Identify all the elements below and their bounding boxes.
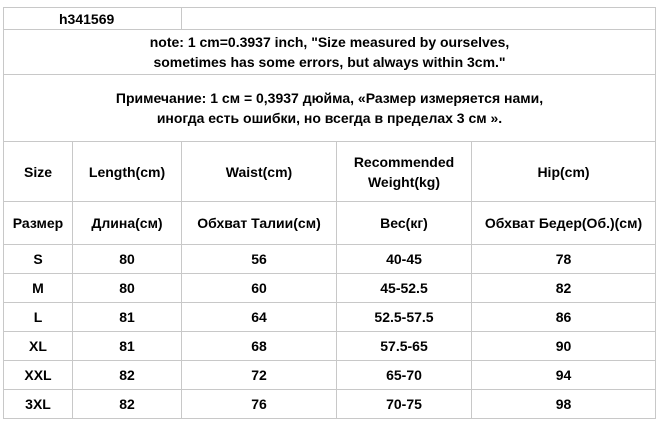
header-row-ru [4, 202, 656, 245]
cell-waist: 60 [182, 274, 337, 303]
cell-weight: 65-70 [337, 361, 472, 390]
cell-hip: 90 [472, 332, 656, 361]
header-weight [337, 142, 472, 202]
note-ru-row [4, 75, 656, 142]
cell-size: S [4, 245, 73, 274]
cell-weight: 40-45 [337, 245, 472, 274]
header-size: Size [4, 142, 73, 202]
header-waist-ru: Обхват Талии(см) [182, 202, 337, 245]
header-weight-line-1: Recommended [353, 153, 455, 170]
cell-hip: 82 [472, 274, 656, 303]
cell-size: M [4, 274, 73, 303]
cell-hip: 78 [472, 245, 656, 274]
cell-waist: 72 [182, 361, 337, 390]
table-row [4, 361, 656, 390]
cell-length: 81 [73, 332, 182, 361]
table-row [4, 245, 656, 274]
cell-hip: 86 [472, 303, 656, 332]
cell-weight: 45-52.5 [337, 274, 472, 303]
note-en-line-1: note: 1 cm=0.3937 inch, "Size measured by ourselves, [149, 34, 510, 50]
cell-length: 82 [73, 361, 182, 390]
note-en [4, 30, 656, 75]
cell-length: 80 [73, 245, 182, 274]
cell-length: 81 [73, 303, 182, 332]
cell-hip: 98 [472, 390, 656, 419]
note-en-line-2: sometimes has some errors, but always within 3cm." [153, 54, 506, 70]
cell-length: 82 [73, 390, 182, 419]
header-waist: Waist(cm) [182, 142, 337, 202]
product-code-blank [182, 8, 656, 30]
note-ru-line-1: Примечание: 1 см = 0,3937 дюйма, «Размер измеряется нами, [115, 90, 544, 106]
cell-waist: 64 [182, 303, 337, 332]
cell-size: XL [4, 332, 73, 361]
header-hip-ru: Обхват Бедер(Об.)(см) [472, 202, 656, 245]
header-weight-ru: Вес(кг) [337, 202, 472, 245]
cell-waist: 68 [182, 332, 337, 361]
header-hip: Hip(cm) [472, 142, 656, 202]
header-row-en [4, 142, 656, 202]
header-length-ru: Длина(см) [73, 202, 182, 245]
note-ru-line-2: иногда есть ошибки, но всегда в пределах 3 см ». [156, 110, 503, 126]
note-ru [4, 75, 656, 142]
table-row [4, 303, 656, 332]
note-en-row [4, 30, 656, 75]
cell-weight: 52.5-57.5 [337, 303, 472, 332]
cell-size: L [4, 303, 73, 332]
header-length: Length(cm) [73, 142, 182, 202]
cell-length: 80 [73, 274, 182, 303]
table-row [4, 390, 656, 419]
cell-size: 3XL [4, 390, 73, 419]
size-chart-table [3, 7, 656, 419]
cell-weight: 57.5-65 [337, 332, 472, 361]
table-row [4, 332, 656, 361]
table-row [4, 274, 656, 303]
product-code: h341569 [4, 8, 182, 30]
product-code-row [4, 8, 656, 30]
header-size-ru: Размер [4, 202, 73, 245]
cell-weight: 70-75 [337, 390, 472, 419]
cell-hip: 94 [472, 361, 656, 390]
cell-waist: 56 [182, 245, 337, 274]
cell-size: XXL [4, 361, 73, 390]
cell-waist: 76 [182, 390, 337, 419]
header-weight-line-2: Weight(kg) [367, 173, 441, 190]
